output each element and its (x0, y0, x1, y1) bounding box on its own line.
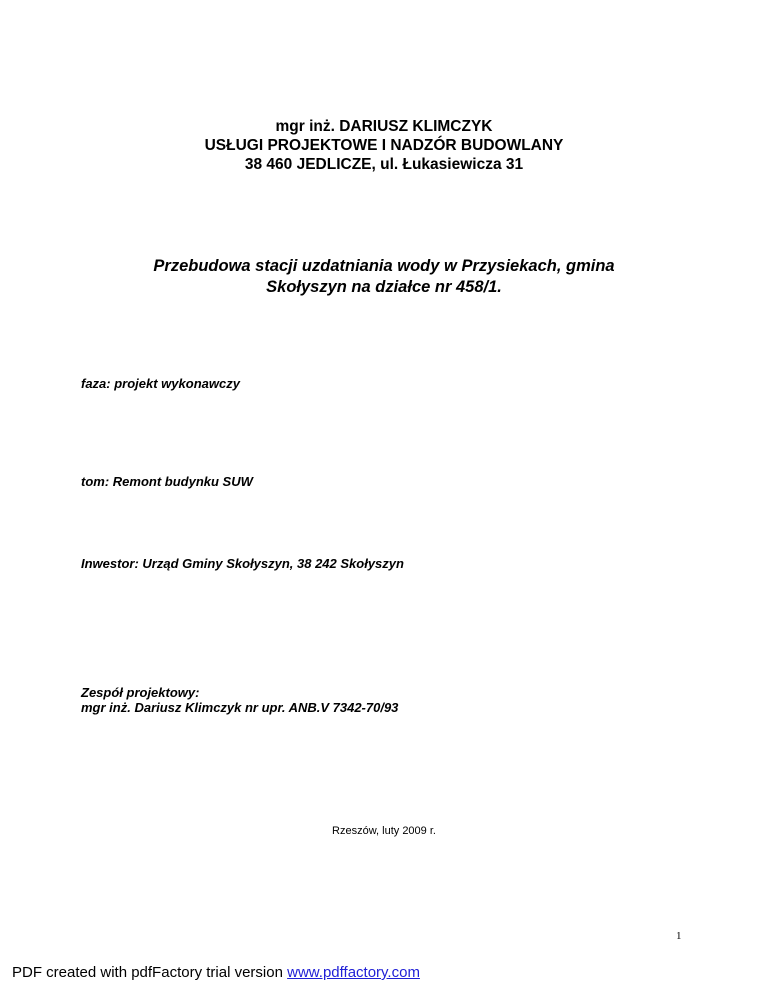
project-title-line1: Przebudowa stacji uzdatniania wody w Przysiekach, gmina (153, 257, 615, 275)
header-address: 38 460 JEDLICZE, ul. Łukasiewicza 31 (244, 156, 524, 173)
project-title (0, 256, 768, 298)
project-title-line2: Skołyszyn na działce nr 458/1. (266, 278, 502, 296)
header-services: USŁUGI PROJEKTOWE I NADZÓR BUDOWLANY (204, 137, 564, 154)
pdf-footer (12, 964, 420, 982)
pdffactory-link[interactable]: www.pdffactory.com (287, 964, 420, 981)
footer-text: PDF created with pdfFactory trial version (12, 964, 288, 981)
phase-field: faza: projekt wykonawczy (81, 376, 240, 391)
team-label: Zespół projektowy: (81, 685, 200, 700)
page-number: 1 (676, 930, 682, 942)
volume-field: tom: Remont budynku SUW (81, 474, 253, 489)
company-header (0, 117, 768, 174)
investor-field: Inwestor: Urząd Gminy Skołyszyn, 38 242 Skołyszyn (81, 556, 404, 571)
team-member: mgr inż. Dariusz Klimczyk nr upr. ANB.V 7342-70/93 (81, 700, 399, 715)
place-date: Rzeszów, luty 2009 r. (332, 825, 436, 837)
header-name: mgr inż. DARIUSZ KLIMCZYK (275, 118, 493, 135)
